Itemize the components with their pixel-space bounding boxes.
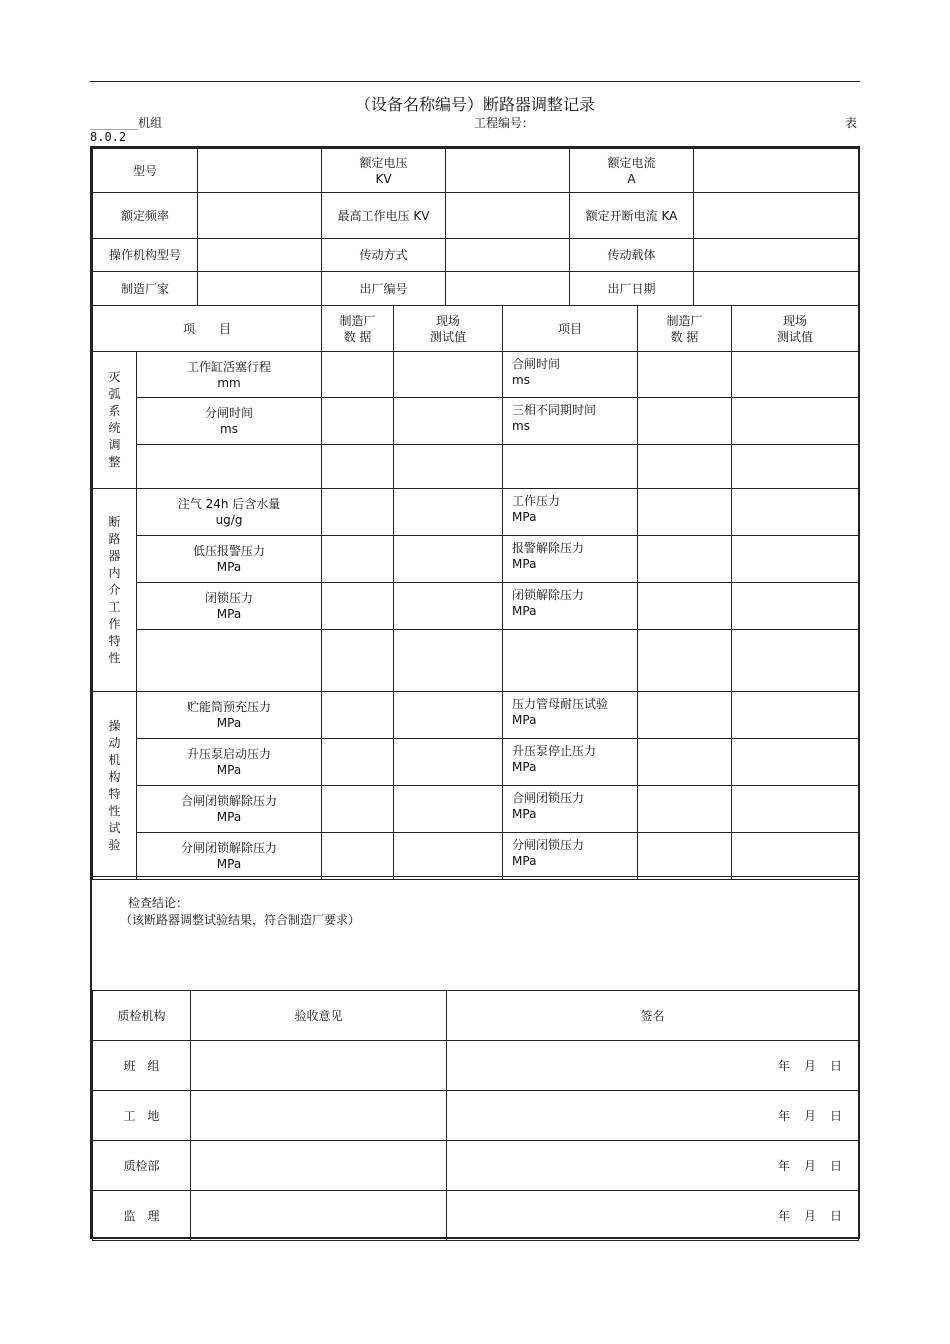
rated-break-current-label: 额定开断电流 KA xyxy=(570,193,694,239)
conclusion-text: （该断路器调整试验结果，符合制造厂要求） xyxy=(120,913,361,927)
table-label: 表 xyxy=(845,116,858,130)
unit-blank: ________ xyxy=(90,119,139,130)
site-value-right[interactable] xyxy=(732,786,859,833)
table-number: 8.0.2 xyxy=(90,130,127,144)
sign-date-cell[interactable] xyxy=(447,1191,859,1241)
item-left xyxy=(137,630,322,692)
conclusion-label: 检查结论： xyxy=(128,896,189,910)
col-item-right: 项目 xyxy=(503,306,638,352)
max-voltage-label: 最高工作电压 KV xyxy=(322,193,446,239)
sections-body xyxy=(93,352,859,880)
item-unit: ms xyxy=(512,419,530,433)
serial-no-label: 出厂编号 xyxy=(322,272,446,306)
item-name: 升压泵停止压力 xyxy=(512,744,597,758)
item-left xyxy=(137,489,322,536)
col-org: 质检机构 xyxy=(93,991,191,1041)
site-value[interactable] xyxy=(394,445,503,489)
date-label: 出厂日期 xyxy=(570,272,694,306)
section-label-char: 性 xyxy=(108,803,121,818)
section-label-char: 整 xyxy=(108,455,121,469)
sign-date-cell[interactable] xyxy=(447,1041,859,1091)
item-left xyxy=(137,692,322,739)
item-name: 贮能筒预充压力 xyxy=(187,700,272,714)
section-label-char: 动 xyxy=(108,735,121,750)
col-factory: 制造厂 数 据 xyxy=(322,306,394,352)
item-unit: MPa xyxy=(512,854,537,868)
item-unit: ms xyxy=(220,422,238,436)
item-unit: MPa xyxy=(216,716,242,730)
drive-carrier-value[interactable] xyxy=(694,239,859,272)
col-item: 项 目 xyxy=(93,306,322,352)
item-name: 低压报警压力 xyxy=(193,544,266,558)
section-label-char: 操 xyxy=(108,718,121,733)
section-label-char: 特 xyxy=(108,633,121,648)
site-value-right[interactable] xyxy=(732,352,859,398)
sign-date-cell[interactable] xyxy=(447,1141,859,1191)
manufacturer-value[interactable] xyxy=(198,272,322,306)
factory-data-right[interactable] xyxy=(638,352,732,398)
opinion-cell[interactable] xyxy=(191,1041,447,1091)
test-items-table xyxy=(92,305,859,880)
item-name: 闭锁压力 xyxy=(205,591,254,605)
item-right xyxy=(503,445,638,489)
drive-mode-label: 传动方式 xyxy=(322,239,446,272)
org-name: 监 理 xyxy=(93,1191,191,1241)
section-label-char: 灭 xyxy=(108,370,121,384)
item-unit: MPa xyxy=(512,510,537,524)
item-unit: mm xyxy=(217,375,241,390)
factory-data[interactable] xyxy=(322,352,394,398)
section-label-char: 作 xyxy=(108,616,121,631)
month-label: 月 xyxy=(803,1108,816,1123)
model-value[interactable] xyxy=(198,149,322,193)
section-label-char: 特 xyxy=(108,786,121,801)
item-unit: MPa xyxy=(216,810,242,824)
site-value[interactable] xyxy=(394,739,503,786)
item-unit: MPa xyxy=(512,713,537,727)
item-name: 注气 24h 后含水量 xyxy=(177,497,281,511)
factory-data-right[interactable] xyxy=(638,739,732,786)
factory-data[interactable] xyxy=(322,489,394,536)
factory-data-right[interactable] xyxy=(638,536,732,583)
item-left xyxy=(137,536,322,583)
factory-data[interactable] xyxy=(322,739,394,786)
item-name: 三相不同期时间 xyxy=(512,403,597,417)
org-name: 工 地 xyxy=(93,1091,191,1141)
month-label: 月 xyxy=(803,1208,816,1223)
item-right xyxy=(503,692,638,739)
site-value[interactable] xyxy=(394,352,503,398)
day-label: 日 xyxy=(829,1058,842,1073)
factory-data[interactable] xyxy=(322,630,394,692)
year-label: 年 xyxy=(777,1108,790,1123)
drive-mode-value[interactable] xyxy=(446,239,570,272)
item-name: 工作缸活塞行程 xyxy=(187,359,272,374)
col-factory-right: 制造厂 数 据 xyxy=(638,306,732,352)
site-value[interactable] xyxy=(394,630,503,692)
item-name: 合闸闭锁压力 xyxy=(512,791,585,805)
signoff-table xyxy=(92,990,859,1241)
section-label-char: 断 xyxy=(108,514,121,529)
item-right xyxy=(503,630,638,692)
max-voltage-value[interactable] xyxy=(446,193,570,239)
rated-voltage-value[interactable] xyxy=(446,149,570,193)
item-right xyxy=(503,398,638,445)
factory-data[interactable] xyxy=(322,536,394,583)
factory-data-right[interactable] xyxy=(638,583,732,630)
sign-date-cell[interactable] xyxy=(447,1091,859,1141)
mech-model-value[interactable] xyxy=(198,239,322,272)
factory-data[interactable] xyxy=(322,833,394,880)
rated-current-value[interactable] xyxy=(694,149,859,193)
signoff-rows xyxy=(93,1041,859,1241)
conclusion-box xyxy=(92,876,858,990)
section-label-char: 机 xyxy=(108,752,121,767)
site-value-right[interactable] xyxy=(732,536,859,583)
item-name: 分闸闭锁解除压力 xyxy=(181,841,278,855)
section-label-char: 工 xyxy=(108,599,121,614)
item-name: 工作压力 xyxy=(512,494,561,508)
item-unit: MPa xyxy=(512,604,537,618)
day-label: 日 xyxy=(829,1158,842,1173)
section-label xyxy=(93,489,137,692)
site-value-right[interactable] xyxy=(732,739,859,786)
year-label: 年 xyxy=(777,1058,790,1073)
section-label-char: 系 xyxy=(108,404,121,418)
serial-no-value[interactable] xyxy=(446,272,570,306)
spec-table xyxy=(92,148,859,306)
top-rule xyxy=(90,81,860,82)
site-value[interactable] xyxy=(394,398,503,445)
site-value-right[interactable] xyxy=(732,398,859,445)
site-value-right[interactable] xyxy=(732,630,859,692)
item-left xyxy=(137,398,322,445)
drive-carrier-label: 传动载体 xyxy=(570,239,694,272)
factory-data-right[interactable] xyxy=(638,692,732,739)
item-left xyxy=(137,583,322,630)
site-value[interactable] xyxy=(394,583,503,630)
section-label-char: 路 xyxy=(108,531,121,546)
month-label: 月 xyxy=(803,1058,816,1073)
factory-data-right[interactable] xyxy=(638,445,732,489)
opinion-cell[interactable] xyxy=(191,1091,447,1141)
site-value[interactable] xyxy=(394,536,503,583)
year-label: 年 xyxy=(777,1158,790,1173)
factory-data[interactable] xyxy=(322,445,394,489)
section-label-char: 验 xyxy=(108,837,121,852)
factory-data-right[interactable] xyxy=(638,786,732,833)
site-value[interactable] xyxy=(394,833,503,880)
item-unit: MPa xyxy=(216,857,242,871)
unit-label: 机组 xyxy=(138,116,163,130)
factory-data-right[interactable] xyxy=(638,630,732,692)
rated-break-current-value[interactable] xyxy=(694,193,859,239)
record-form xyxy=(90,146,860,1239)
item-left xyxy=(137,786,322,833)
item-unit: MPa xyxy=(216,560,242,574)
org-name: 质检部 xyxy=(93,1141,191,1191)
item-name: 压力管母耐压试验 xyxy=(512,697,609,711)
year-label: 年 xyxy=(777,1208,790,1223)
item-left xyxy=(137,833,322,880)
item-right xyxy=(503,536,638,583)
section-label xyxy=(93,352,137,489)
item-name: 合闸闭锁解除压力 xyxy=(181,794,278,808)
factory-data-right[interactable] xyxy=(638,489,732,536)
item-right xyxy=(503,739,638,786)
opinion-cell[interactable] xyxy=(191,1191,447,1241)
date-value[interactable] xyxy=(694,272,859,306)
item-left xyxy=(137,352,322,398)
site-value[interactable] xyxy=(394,786,503,833)
factory-data-right[interactable] xyxy=(638,398,732,445)
item-right xyxy=(503,352,638,398)
mech-model-label: 操作机构型号 xyxy=(93,239,198,272)
org-name: 班 组 xyxy=(93,1041,191,1091)
section-label-char: 构 xyxy=(108,769,121,784)
rated-current-label: 额定电流 A xyxy=(570,149,694,193)
rated-freq-label: 额定频率 xyxy=(93,193,198,239)
item-unit: MPa xyxy=(512,760,537,774)
manufacturer-label: 制造厂家 xyxy=(93,272,198,306)
col-opinion: 验收意见 xyxy=(191,991,447,1041)
item-right xyxy=(503,583,638,630)
item-unit: ug/g xyxy=(215,513,243,527)
item-right xyxy=(503,786,638,833)
item-name: 升压泵启动压力 xyxy=(187,747,272,761)
site-value-right[interactable] xyxy=(732,692,859,739)
item-name: 合闸时间 xyxy=(512,357,561,371)
item-unit: MPa xyxy=(216,763,242,777)
col-sign: 签名 xyxy=(447,991,859,1041)
section-label-char: 调 xyxy=(108,438,121,452)
month-label: 月 xyxy=(803,1158,816,1173)
day-label: 日 xyxy=(829,1208,842,1223)
section-label-char: 统 xyxy=(108,421,121,435)
site-value-right[interactable] xyxy=(732,489,859,536)
section-label xyxy=(93,692,137,880)
item-left xyxy=(137,739,322,786)
item-right xyxy=(503,489,638,536)
unit-field xyxy=(90,114,162,131)
item-name: 分闸时间 xyxy=(205,406,254,420)
item-unit: MPa xyxy=(512,557,537,571)
col-site: 现场 测试值 xyxy=(394,306,503,352)
item-right xyxy=(503,833,638,880)
section-label-char: 器 xyxy=(108,548,121,563)
section-label-char: 性 xyxy=(108,650,121,665)
site-value[interactable] xyxy=(394,489,503,536)
site-value-right[interactable] xyxy=(732,583,859,630)
item-unit: MPa xyxy=(512,807,537,821)
factory-data[interactable] xyxy=(322,786,394,833)
opinion-cell[interactable] xyxy=(191,1141,447,1191)
section-label-char: 试 xyxy=(108,820,121,835)
page-title: （设备名称编号）断路器调整记录 xyxy=(354,95,595,114)
site-value[interactable] xyxy=(394,692,503,739)
section-label-char: 内 xyxy=(108,565,121,580)
factory-data-right[interactable] xyxy=(638,833,732,880)
item-name: 闭锁解除压力 xyxy=(512,588,585,602)
section-label-char: 介 xyxy=(108,582,121,597)
item-unit: ms xyxy=(512,373,530,387)
item-name: 报警解除压力 xyxy=(512,541,585,555)
day-label: 日 xyxy=(829,1108,842,1123)
rated-freq-value[interactable] xyxy=(198,193,322,239)
site-value-right[interactable] xyxy=(732,833,859,880)
item-left xyxy=(137,445,322,489)
factory-data[interactable] xyxy=(322,692,394,739)
col-site-right: 现场 测试值 xyxy=(732,306,859,352)
factory-data[interactable] xyxy=(322,398,394,445)
project-no-label: 工程编号： xyxy=(474,116,535,130)
model-label: 型号 xyxy=(93,149,198,193)
factory-data[interactable] xyxy=(322,583,394,630)
item-name: 分闸闭锁压力 xyxy=(512,838,585,852)
rated-voltage-label: 额定电压 KV xyxy=(322,149,446,193)
section-label-char: 弧 xyxy=(108,387,121,401)
site-value-right[interactable] xyxy=(732,445,859,489)
item-unit: MPa xyxy=(216,607,242,621)
